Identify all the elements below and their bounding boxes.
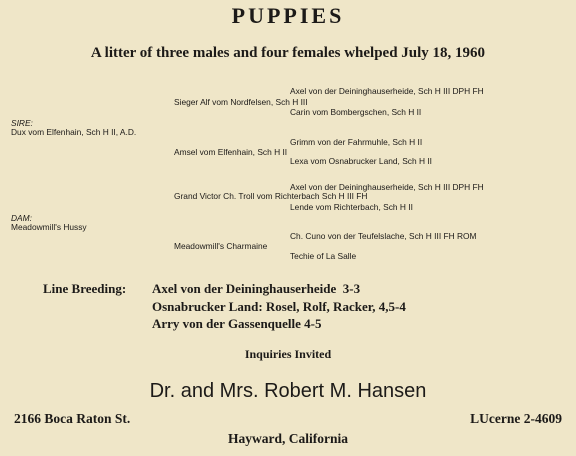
- breeder-name: Dr. and Mrs. Robert M. Hansen: [149, 380, 427, 402]
- pedigree-ggd-1: Carin vom Bombergschen, Sch H II: [290, 107, 422, 117]
- pedigree-paternal-grandsire: Sieger Alf vom Nordfelsen, Sch H III: [174, 97, 308, 107]
- pedigree-paternal-granddam: Amsel vom Elfenhain, Sch H II: [174, 147, 288, 157]
- pedigree-ggs-2: Grimm von der Fahrmuhle, Sch H II: [290, 137, 423, 147]
- pedigree-ggd-2: Lexa vom Osnabrucker Land, Sch H II: [290, 156, 432, 166]
- dam-name: Meadowmill's Hussy: [11, 222, 87, 232]
- dam-label: DAM:: [11, 213, 32, 223]
- line-breeding-label: Line Breeding:: [43, 281, 127, 296]
- line-breeding-3: Arry von der Gassenquelle 4-5: [152, 316, 322, 331]
- street-address: 2166 Boca Raton St.: [14, 411, 131, 426]
- pedigree-ggs-1: Axel von der Deininghauserheide, Sch H III DPH FH: [290, 86, 484, 96]
- pedigree-ggd-3: Lende vom Richterbach, Sch H II: [290, 202, 413, 212]
- litter-announcement: A litter of three males and four females whelped July 18, 1960: [90, 45, 486, 61]
- pedigree-maternal-granddam: Meadowmill's Charmaine: [174, 241, 268, 251]
- pedigree-ggd-4: Techie of La Salle: [290, 251, 357, 261]
- pedigree-maternal-grandsire: Grand Victor Ch. Troll vom Richterbach Sch H III FH: [174, 191, 368, 201]
- line-breeding-1: Axel von der Deininghauserheide 3-3: [152, 281, 361, 296]
- inquiries-invited: Inquiries Invited: [244, 347, 332, 361]
- sire-label: SIRE:: [11, 118, 33, 128]
- sire-name: Dux vom Elfenhain, Sch H II, A.D.: [11, 127, 137, 137]
- pedigree-ggs-4: Ch. Cuno von der Teufelslache, Sch H III FH ROM: [290, 231, 477, 241]
- ad-title: PUPPIES: [231, 3, 345, 28]
- pedigree-ggs-3: Axel von der Deininghauserheide, Sch H III DPH FH: [290, 182, 484, 192]
- phone-number: LUcerne 2-4609: [470, 411, 562, 426]
- city: Hayward, California: [228, 431, 348, 446]
- line-breeding-2: Osnabrucker Land: Rosel, Rolf, Racker, 4,5-4: [152, 299, 406, 314]
